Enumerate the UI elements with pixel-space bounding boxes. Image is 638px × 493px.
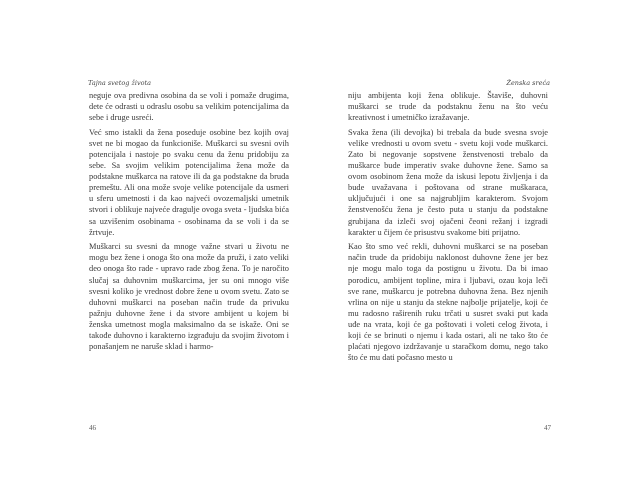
right-running-header: Ženska sreća <box>506 79 550 87</box>
left-paragraph-2: Već smo istakli da žena poseduje osobine bez kojih ovaj svet ne bi mogao da funkcioniše. Muškarci su svesni ovih potencijala i nastoje po svaku cenu da ženu pridobiju za sebe. Sa svojim velikim potencijalima žena može da podstakne muškarca na ratove ili da ga podstakne da bruda premeštu. Ali ona može svoje velike potencijale da usmeri u sferu umetnosti i da kao najveći ovozemaljski umetnik stvori i oblikuje najveće dragulje ovoga sveta - ljudska bića sa uzvišenim osobinama - osobinama da se voli i da se žrtvuje. <box>89 127 289 237</box>
left-running-header: Tajna svetog života <box>88 79 152 87</box>
right-paragraph-3: Kao što smo već rekli, duhovni muškarci se na poseban način trude da pridobiju naklonost duhovne žene jer bez nje mogu malo toga da postignu u životu. Da bi imao porodicu, ambijent topline, mira i ljubavi, ozau koja leči sve rane, muškarcu je potrebna duhovna žena. Bez njenih vrlina on nije u stanju da stekne najbolje prijatelje, koji će mu radosno raširenih ruku trčati u susret svaki put kada uđe na vrata, koji će ga poštovati i voleti celog života, i koji će se brinuti o njemu i kada ostari, ali ne tako što će plaćati njegovo izdržavanje u staračkom domu, nego tako što će mu dati počasno mesto u <box>348 242 548 363</box>
left-page-number: 46 <box>89 424 96 432</box>
left-body-text <box>89 90 289 356</box>
left-paragraph-3: Muškarci su svesni da mnoge važne stvari u životu ne mogu bez žene i onoga što ona može da pruži, i zato veliki deo onoga što rade - upravo rade zbog žena. To je naročito slučaj sa duhovnim muškarcima, jer su oni mnogo više svesni koliko je vrednost dobre žene u ovom svetu. Zato se duhovni muškarci na poseban način trude da privuku pažnju duhovne žene i da stvore ambijent u kojem bi ženska umetnost mogla maksimalno da se iskaže. Oni se takođe duhovno i karakterno izgrađuju da svojim životom i ponašanjem ne naruše sklad i harmo- <box>89 242 289 352</box>
left-paragraph-1: neguje ova predivna osobina da se voli i pomaže drugima, dete će odrasti u odraslu osobu sa velikim potencijalima da sebe i druge usreći. <box>89 91 289 123</box>
right-page <box>319 0 638 493</box>
right-body-text <box>348 90 548 367</box>
right-paragraph-2: Svaka žena (ili devojka) bi trebala da bude svesna svoje velike vrednosti u ovom svetu - svetu koji vode muškarci. Zato bi negovanje sopstvene ženstvenosti trebalo da muškarce bude imperativ svake duhovne žene. Samo sa ovom osobinom žena može da iskusi lepotu življenja i da bude uvažavana i poštovana od strane muškaraca, uključujući i one sa najgrubljim karakterom. Svojom ženstvenošću žena je često puta u stanju da podstakne grubijana da izleči svoj ojačeni čeoni režanj i izgradi karakter u čijem će prisustvu svakome biti prijatno. <box>348 127 548 237</box>
right-page-number: 47 <box>544 424 551 432</box>
right-paragraph-1: niju ambijenta koji žena oblikuje. Štaviše, duhovni muškarci se trude da podstaknu ženu na što veću kreativnost i umetničko izražavanje. <box>348 91 548 123</box>
